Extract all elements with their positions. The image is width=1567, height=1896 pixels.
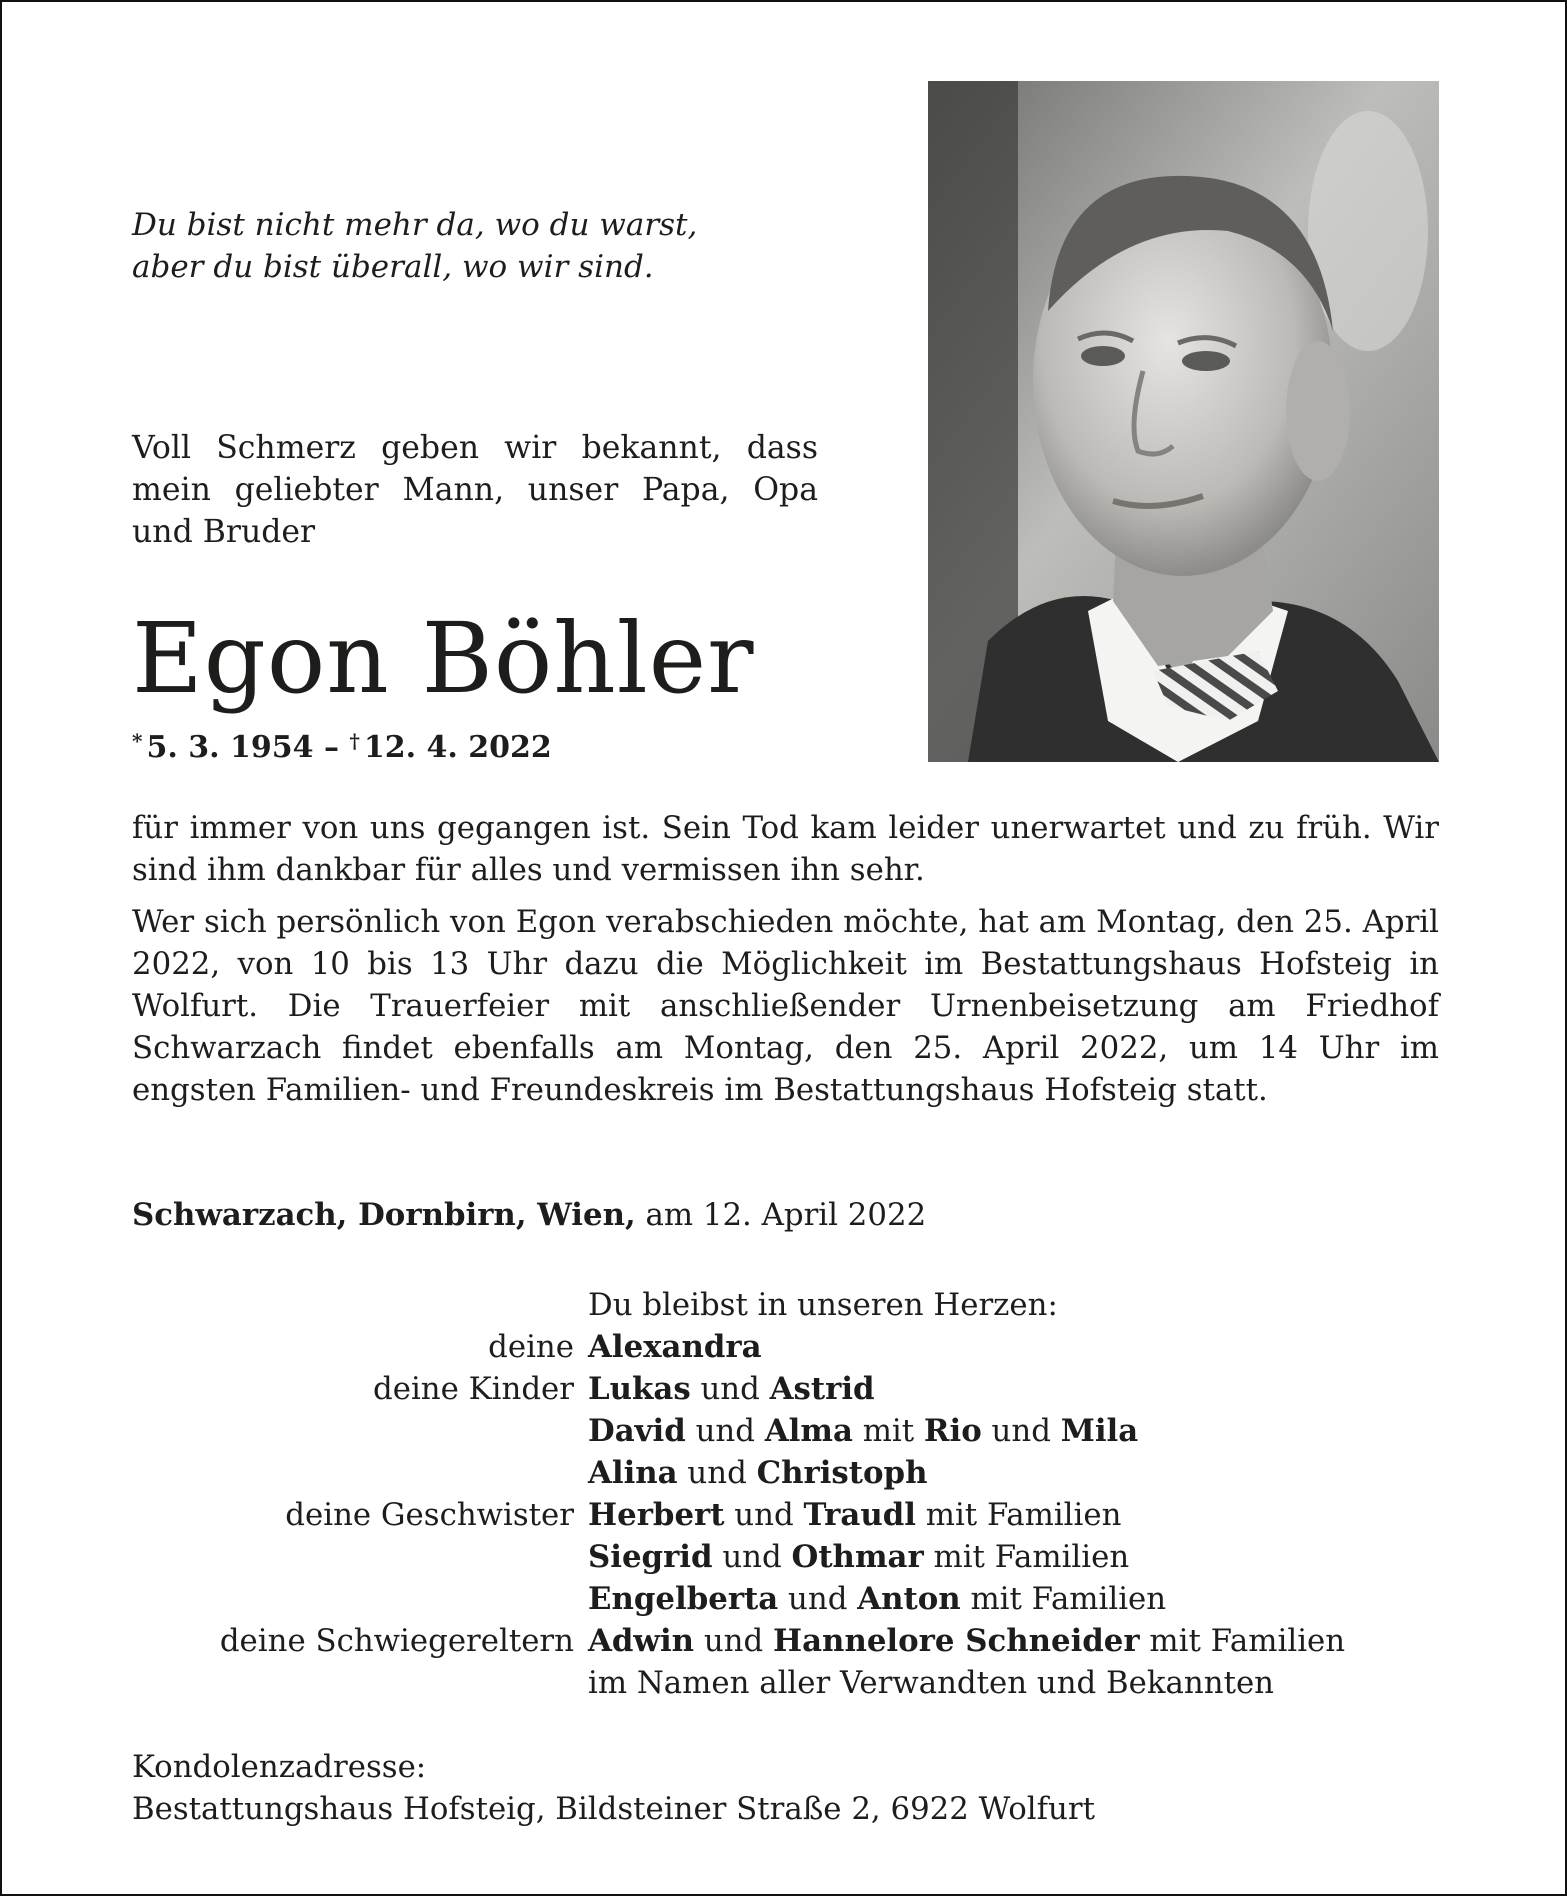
- mourner-name: Rio: [923, 1413, 982, 1449]
- connector-text: mit: [852, 1413, 924, 1449]
- connector-text: und: [981, 1413, 1061, 1449]
- condolence-label: Kondolenzadresse:: [132, 1749, 427, 1785]
- announcement-intro: Voll Schmerz geben wir bekannt, dass mein geliebter Mann, unser Papa, Opa und Bruder: [132, 430, 818, 550]
- relation-label: [132, 1578, 588, 1620]
- date-separator: –: [323, 730, 339, 765]
- mourner-names: [588, 1410, 1138, 1452]
- relation-label: [132, 1662, 588, 1704]
- quote-line-2: aber du bist überall, wo wir sind.: [132, 249, 654, 285]
- mourner-row: [132, 1326, 1439, 1368]
- mourner-names: [588, 1326, 762, 1368]
- mourner-name: Alma: [764, 1413, 853, 1449]
- connector-text: mit Familien: [1139, 1623, 1346, 1659]
- mourner-row: [132, 1578, 1439, 1620]
- body-paragraph-2: Wer sich persönlich von Egon verabschieden möchte, hat am Montag, den 25. April 2022, von 10 bis 13 Uhr dazu die Möglichkeit im Bestattungshaus Hofsteig in Wolfurt. Die Trauerfeier mit anschließender Urnenbeisetzung am Friedhof Schwarzach findet ebenfalls am Montag, den 25. April 2022, um 14 Uhr im engsten Familien- und Freundeskreis im Bestattungshaus Hofsteig statt.: [132, 904, 1439, 1108]
- mourner-name: Hannelore Schneider: [773, 1623, 1140, 1659]
- mourners-list: [132, 1284, 1439, 1704]
- mourner-name: David: [588, 1413, 686, 1449]
- mourner-names: [588, 1536, 1129, 1578]
- mourner-name: Anton: [857, 1581, 961, 1617]
- mourner-name: Engelberta: [588, 1581, 779, 1617]
- connector-text: und: [694, 1623, 773, 1659]
- mourner-names: [588, 1368, 875, 1410]
- body-paragraph-1: für immer von uns gegangen ist. Sein Tod kam leider unerwartet und zu früh. Wir sind ihm dankbar für alles und vermissen ihn sehr.: [132, 810, 1439, 888]
- connector-text: und: [685, 1413, 765, 1449]
- relation-label: deine: [488, 1329, 574, 1365]
- mourner-names: [588, 1662, 1274, 1704]
- condolence-address-text: Bestattungshaus Hofsteig, Bildsteiner Straße 2, 6922 Wolfurt: [132, 1791, 1095, 1827]
- relation-label: [132, 1410, 588, 1452]
- mourner-row: [132, 1662, 1439, 1704]
- deceased-name: Egon Böhler: [132, 602, 755, 715]
- mourner-row: [132, 1620, 1439, 1662]
- connector-text: und: [778, 1581, 858, 1617]
- condolence-address: [132, 1746, 1095, 1830]
- portrait-photo: [928, 81, 1439, 762]
- connector-text: und: [724, 1497, 804, 1533]
- mourner-name: Traudl: [803, 1497, 916, 1533]
- connector-text: mit Familien: [923, 1539, 1130, 1575]
- memorial-quote: [132, 204, 852, 288]
- mourner-name: Mila: [1060, 1413, 1139, 1449]
- relation-label: deine Schwiegereltern: [219, 1623, 574, 1659]
- mourner-names: [588, 1452, 927, 1494]
- connector-text: im Namen aller Verwandten und Bekannten: [588, 1665, 1275, 1701]
- mourner-name: Christoph: [756, 1455, 928, 1491]
- death-symbol: †: [349, 729, 360, 753]
- mourner-row: [132, 1536, 1439, 1578]
- connector-text: mit Familien: [915, 1497, 1122, 1533]
- connector-text: und: [690, 1371, 770, 1407]
- birth-symbol: *: [132, 729, 143, 753]
- birth-date: 5. 3. 1954: [146, 730, 314, 765]
- mourner-name: Herbert: [588, 1497, 725, 1533]
- relation-label: deine Geschwister: [285, 1497, 574, 1533]
- mourners-rows: [132, 1326, 1439, 1704]
- life-dates: [132, 729, 552, 765]
- death-date: 12. 4. 2022: [363, 730, 552, 765]
- mourner-name: Alexandra: [588, 1329, 762, 1365]
- connector-text: mit Familien: [960, 1581, 1167, 1617]
- mourner-names: [588, 1494, 1121, 1536]
- mourners-heading: Du bleibst in unseren Herzen:: [588, 1287, 1058, 1323]
- mourner-row: [132, 1410, 1439, 1452]
- mourner-name: Lukas: [588, 1371, 691, 1407]
- announcement-body: [132, 807, 1439, 1121]
- mourner-row: [132, 1494, 1439, 1536]
- relation-label: [132, 1536, 588, 1578]
- mourner-names: [588, 1620, 1345, 1662]
- quote-line-1: Du bist nicht mehr da, wo du warst,: [132, 207, 698, 243]
- portrait-image: [928, 81, 1439, 762]
- connector-text: und: [677, 1455, 757, 1491]
- mourner-row: [132, 1452, 1439, 1494]
- mourner-names: [588, 1578, 1166, 1620]
- mourner-name: Astrid: [769, 1371, 875, 1407]
- mourner-name: Othmar: [791, 1539, 924, 1575]
- mourners-heading-row: [132, 1284, 1439, 1326]
- mourner-name: Siegrid: [588, 1539, 713, 1575]
- mourner-name: Alina: [588, 1455, 678, 1491]
- place-and-date: [132, 1197, 926, 1233]
- mourner-name: Adwin: [588, 1623, 695, 1659]
- place-date: am 12. April 2022: [645, 1197, 927, 1233]
- connector-text: und: [712, 1539, 792, 1575]
- relation-label: [132, 1452, 588, 1494]
- relation-label: deine Kinder: [373, 1371, 574, 1407]
- place-cities: Schwarzach, Dornbirn, Wien,: [132, 1197, 636, 1233]
- mourner-row: [132, 1368, 1439, 1410]
